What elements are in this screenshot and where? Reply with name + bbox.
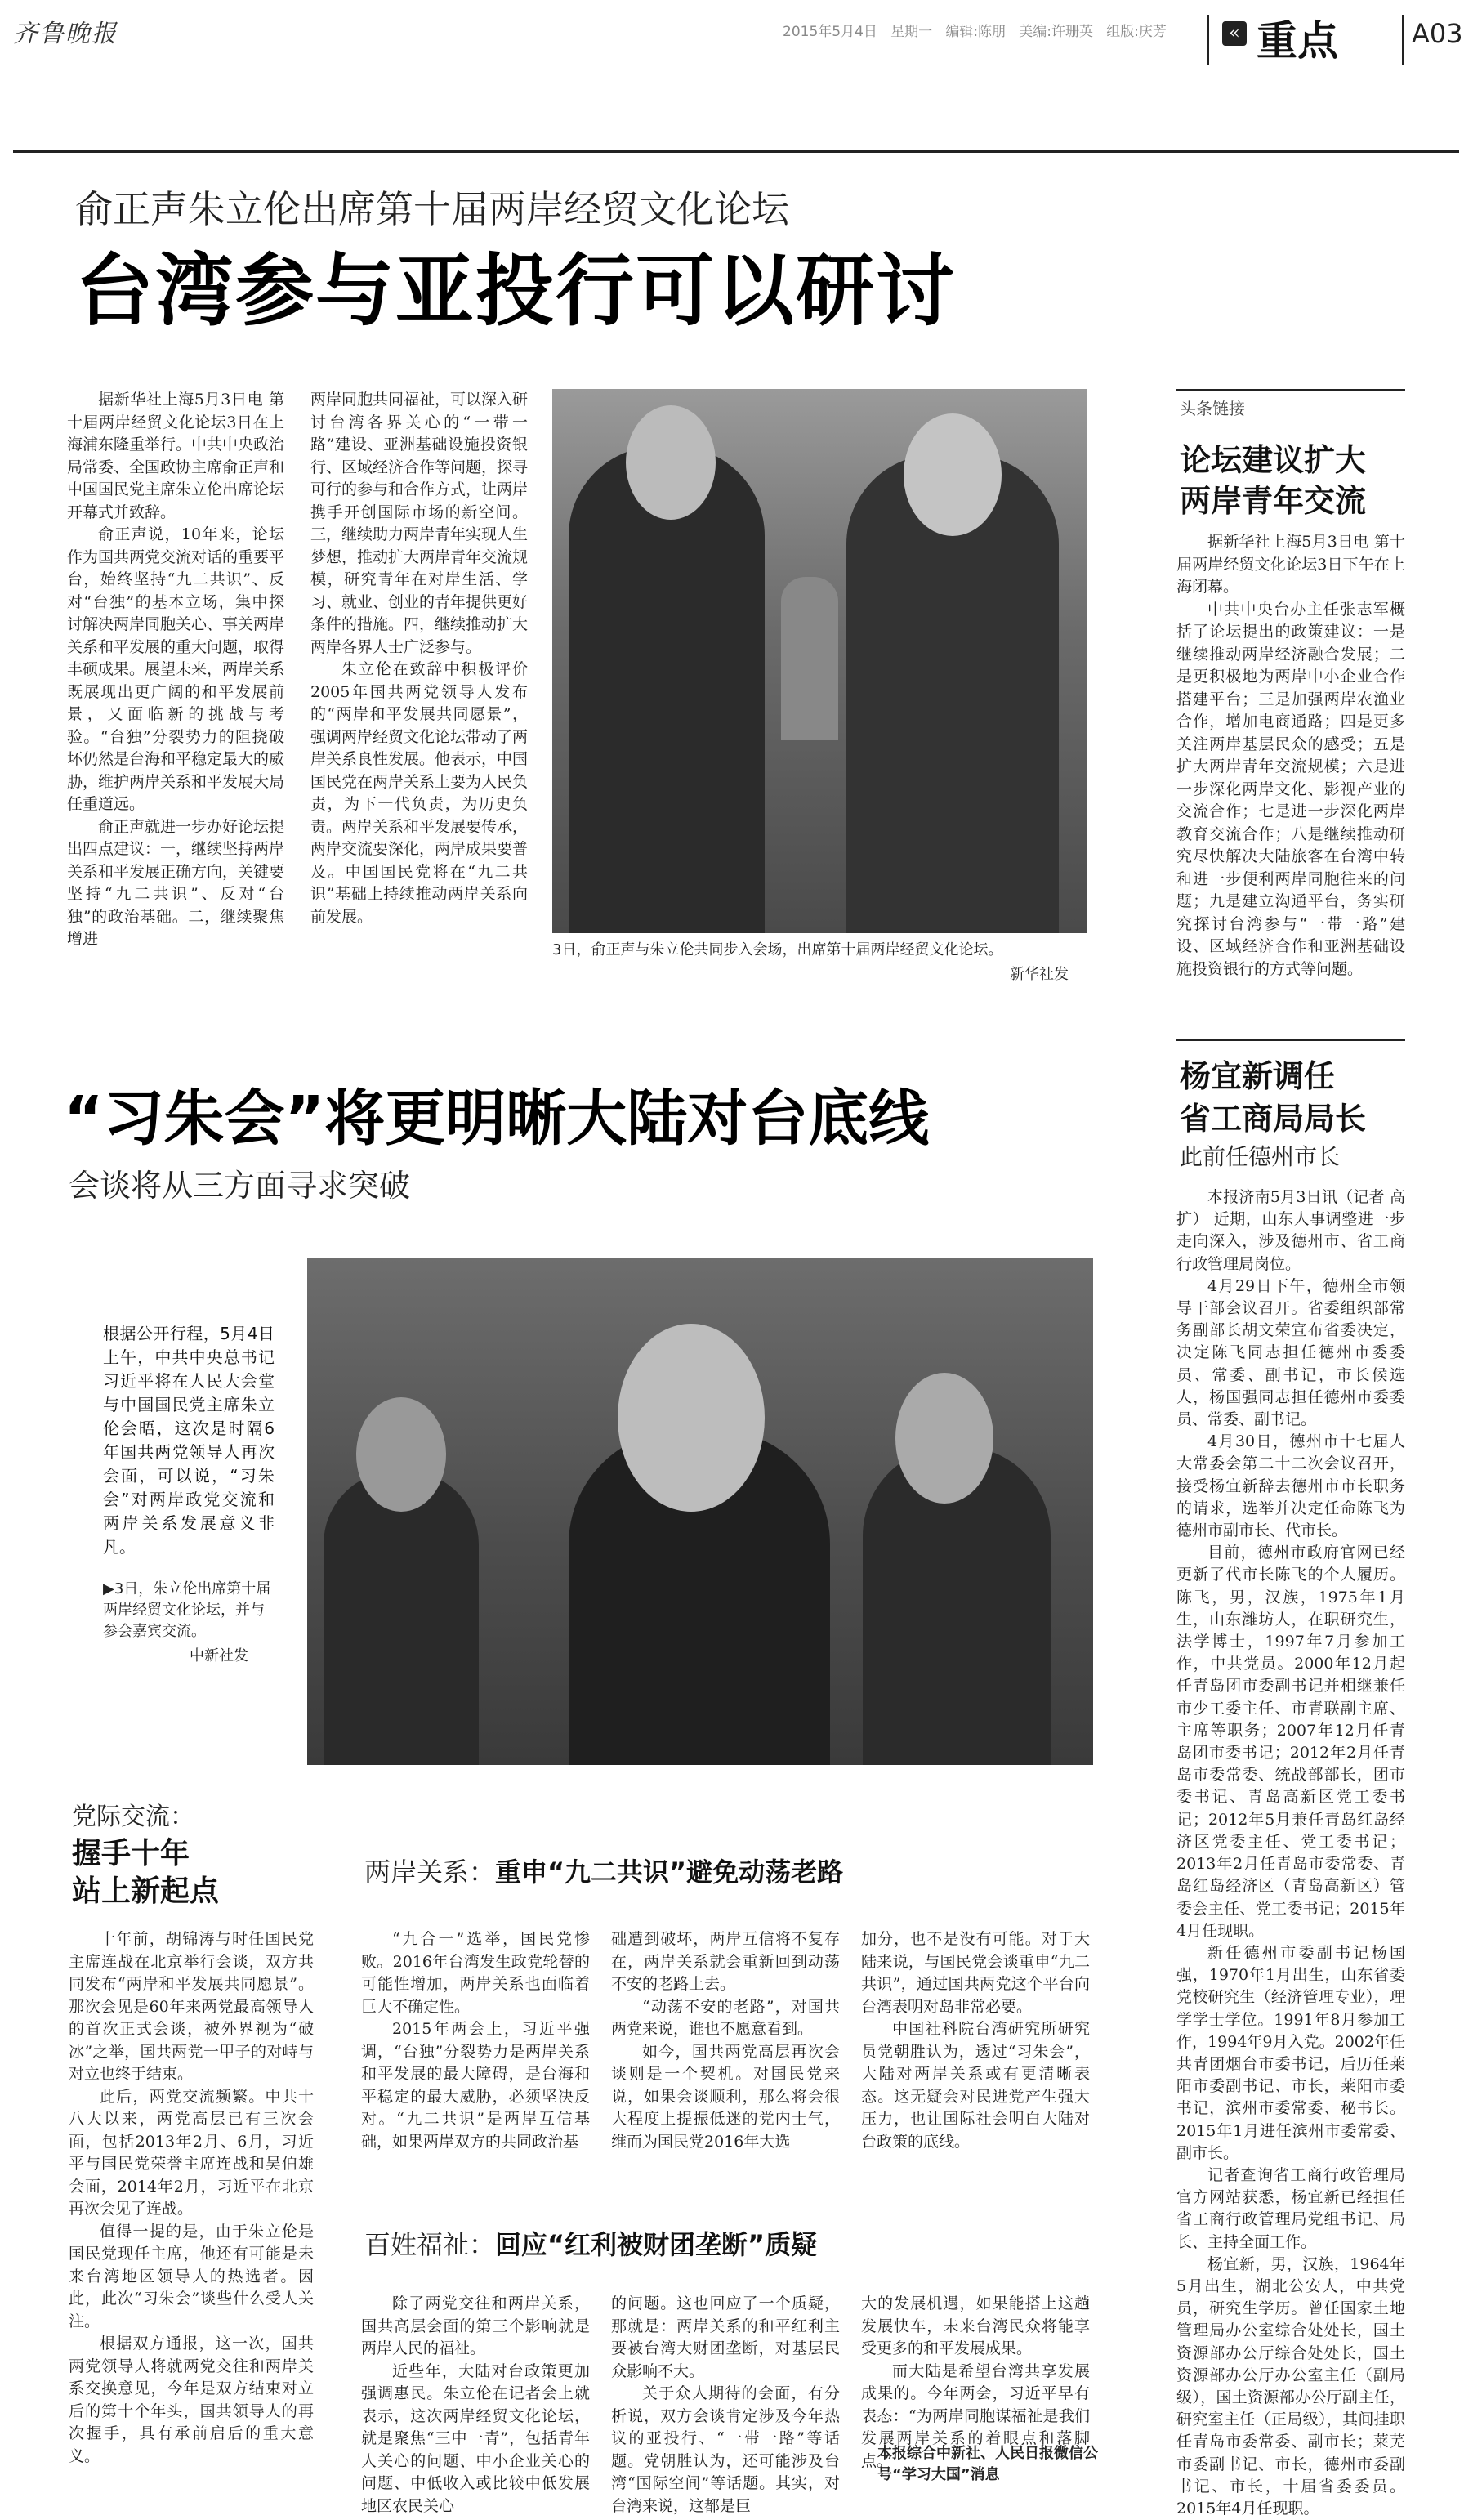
lead-paragraph: 俞正声说，10年来，论坛作为国共两党交流对话的重要平台，始终坚持“九二共识”、反对“台独”的基本立场，集中探讨解决两岸同胞关心、事关两岸关系和平发展的重大问题，取得丰硕成果。展望未来，两岸关系既展现出更广阔的和平发展前景，又面临新的挑战与考验。“台独”分裂势力的阻挠破坏仍然是台海和平稳定最大的威胁，维护两岸关系和平发展大局任重道远。 [67, 525, 285, 813]
section2-paragraph: 关于众人期待的会面，有分析说，双方会谈肯定涉及今年热议的亚投行、“一带一路”等话题。党朝胜认为，还可能涉及台湾“国际空间”等话题。其实，对台湾来说，这都是巨 [611, 2384, 840, 2515]
lead-kicker: 俞正声朱立伦出席第十届两岸经贸文化论坛 [75, 187, 789, 231]
section2-tag: 百姓福祉： [364, 2229, 496, 2260]
sidebar-bottom-paragraph: 4月29日下午，德州全市领导干部会议召开。省委组织部常务副部长胡文荣宣布省委决定，决定陈飞同志担任德州市委委员、常委、副书记，市长候选人，杨国强同志担任德州市委委员、常委、副书记。 [1176, 1276, 1405, 1429]
story2-subhead: 会谈将从三方面寻求突破 [69, 1168, 411, 1204]
sidebar-top-headline-2: 两岸青年交流 [1180, 483, 1367, 519]
section2-column-1 [361, 2293, 590, 2515]
lead-paragraph: 据新华社上海5月3日电 第十届两岸经贸文化论坛3日在上海浦东隆重举行。中共中央政治局常委、全国政协主席俞正声和中国国民党主席朱立伦出席论坛开幕式并致辞。 [67, 391, 285, 521]
party-title-1: 握手十年 [72, 1837, 190, 1870]
lead-headline: 台湾参与亚投行可以研讨 [75, 245, 956, 337]
section1-column-3 [861, 1928, 1090, 2195]
story2-intro: 根据公开行程，5月4日上午，中共中央总书记习近平将在人民大会堂与中国国民党主席朱立伦会晤，这次是时隔6年国共两党领导人再次会面，可以说，“习朱会”对两岸政党交流和两岸关系发展意义非凡。 [103, 1324, 275, 1557]
sidebar-top-paragraph: 中共中央台办主任张志军概括了论坛提出的政策建议：一是继续推动两岸经济融合发展；二是更积极地为两岸中小企业合作搭建平台；三是加强两岸农渔业合作，增加电商通路；四是更多关注两岸基层民众的感受；五是扩大两岸青年交流规模；六是进一步深化两岸文化、影视产业的交流合作；七是进一步深化两岸教育交流合作；八是继续推动研究尽快解决大陆旅客在台湾中转和进一步便利两岸同胞往来的问题；九是建立沟通平台，务实研究探讨台湾参与“一带一路”建设、区域经济合作和亚洲基础设施投资银行的方式等问题。 [1176, 600, 1405, 978]
lead-paragraph: 朱立伦在致辞中积极评价2005年国共两党领导人发布的“两岸和平发展共同愿景”，强调两岸经贸文化论坛带动了两岸关系良性发展。他表示，中国国民党在两岸关系上要为人民负责，为下一代负责，为历史负责。两岸关系和平发展要传承，两岸交流要深化，两岸成果要普及。中国国民党将在“九二共识”基础上持续推动两岸关系向前发展。 [310, 660, 529, 926]
section1-paragraph: 如今，国共两党高层再次会谈则是一个契机。对国民党来说，如果会谈顺利，那么将会很大程度上提振低迷的党内士气，维而为国民党2016年大选 [611, 2042, 840, 2151]
sidebar-bottom-paragraph: 4月30日，德州市十七届人大常委会第二十二次会议召开，接受杨宜新辞去德州市市长职务的请求，选举并决定任命陈飞为德州市副市长、代市长。 [1176, 1432, 1405, 1540]
party-paragraph: 值得一提的是，由于朱立伦是国民党现任主席，他还有可能是未来台湾地区领导人的热选者。因此，此次“习朱会”谈些什么受人关注。 [69, 2222, 314, 2330]
paper-name-logo: 齐鲁晚报 [13, 20, 118, 48]
party-kicker: 党际交流： [72, 1803, 194, 1831]
sidebar-bottom-headline-2: 省工商局局长 [1180, 1101, 1367, 1137]
section1-paragraph: 2015年两会上，习近平强调，“台独”分裂势力是两岸关系和平发展的最大障碍，是台海和平稳定的最大威胁，必须坚决反对。“九二共识”是两岸互信基础，如果两岸双方的共同政治基 [361, 2020, 590, 2151]
section-chevron-icon: « [1222, 21, 1247, 46]
section1-heading [364, 1852, 843, 1889]
lead-photo-caption: 3日，俞正声与朱立伦共同步入会场，出席第十届两岸经贸文化论坛。 [552, 941, 1003, 958]
lead-column-1 [67, 389, 284, 1010]
lead-column-2 [310, 389, 528, 1010]
section1-paragraph: “动荡不安的老路”，对国共两党来说，谁也不愿意看到。 [611, 1997, 840, 2038]
section2-paragraph: 而大陆是希望台湾共享发展成果的。今年两会，习近平早有表态：“为两岸同胞谋福祉是我们发展两岸关系的着眼点和落脚点。” [861, 2361, 1090, 2470]
sidebar-bottom-headline-1: 杨宜新调任 [1180, 1058, 1336, 1094]
sidebar-bottom-paragraph: 杨宜新，男，汉族，1964年5月出生，湖北公安人，中共党员，研究生学历。曾任国家土地管理局办公室综合处处长，国土资源部办公厅综合处处长，国土资源部办公厅办公室主任（副局级），国土资源部办公厅副主任，研究室主任（正局级），其间挂职任青岛市委常委、副市长；莱芜市委副书记、市长，德州市委副书记、市长，十届省委委员。2015年4月任现职。 [1176, 2254, 1405, 2518]
party-paragraph: 十年前，胡锦涛与时任国民党主席连战在北京举行会谈，双方共同发布“两岸和平发展共同愿景”。那次会见是60年来两党最高领导人的首次正式会谈，被外界视为“破冰”之举，国共两党一甲子的对峙与对立也终于结束。 [69, 1930, 314, 2083]
sidebar-top-rule [1176, 389, 1405, 391]
story2-headline: “习朱会”将更明晰大陆对台底线 [64, 1084, 930, 1154]
lead-photo [552, 389, 1087, 933]
section1-column-1 [361, 1928, 590, 2195]
story2-photo [307, 1258, 1093, 1765]
section1-tag: 两岸关系： [364, 1856, 496, 1888]
story2-photo-caption: ▶3日，朱立伦出席第十届两岸经贸文化论坛，并与参会嘉宾交流。 [103, 1580, 271, 1640]
header-divider [1207, 15, 1209, 65]
party-title-2: 站上新起点 [72, 1874, 220, 1908]
section1-column-2 [611, 1928, 840, 2195]
story2-photo-credit: 中新社发 [190, 1647, 248, 1664]
section2-paragraph: 的问题。这也回应了一个质疑，那就是：两岸关系的和平红利主要被台湾大财团垄断，对基层民众影响不大。 [611, 2294, 840, 2380]
section1-paragraph: 中国社科院台湾研究所研究员党朝胜认为，透过“习朱会”，大陆对两岸关系或有更清晰表态。这无疑会对民进党产生强大压力，也让国际社会明白大陆对台政策的底线。 [861, 2020, 1090, 2151]
section-title: 重点 [1257, 17, 1338, 65]
section2-heading [364, 2224, 817, 2262]
sidebar-bottom-rule [1176, 1039, 1405, 1041]
section1-paragraph: 础遭到破坏，两岸互信将不复存在，两岸关系就会重新回到动荡不安的老路上去。 [611, 1930, 840, 1993]
sidebar-top-body [1176, 531, 1405, 1025]
sidebar-bottom-paragraph: 目前，德州市政府官网已经更新了代市长陈飞的个人履历。陈飞，男，汉族，1975年1月生，山东潍坊人，在职研究生，法学博士，1997年7月参加工作，中共党员。2000年12月起任青岛团市委副书记并相继兼任市少工委主任、市青联副主席、主席等职务；2007年12月任青岛团市委书记；2012年2月任青岛市委常委、统战部部长，团市委书记、青岛高新区党工委书记；2012年5月兼任青岛红岛经济区党委主任、党工委书记；2013年2月任青岛市委常委、青岛红岛经济区（青岛高新区）管委会主任、党工委书记；2015年4月任现职。 [1176, 1544, 1405, 1940]
sidebar-label: 头条链接 [1180, 399, 1245, 418]
header-divider-2 [1402, 15, 1404, 65]
section2-title: 回应“红利被财团垄断”质疑 [495, 2229, 818, 2260]
lead-photo-credit: 新华社发 [1010, 966, 1069, 983]
sidebar-top-paragraph: 据新华社上海5月3日电 第十届两岸经贸文化论坛3日下午在上海闭幕。 [1176, 533, 1405, 596]
section2-paragraph: 近些年，大陆对台政策更加强调惠民。朱立伦在记者会上就表示，这次两岸经贸文化论坛，就是聚焦“三中一青”，包括青年人关心的问题、中小企业关心的问题、中低收入或比较中低发展地区农民关心 [361, 2361, 590, 2515]
sidebar-bottom-sub: 此前任德州市长 [1180, 1143, 1341, 1170]
section1-paragraph: 加分，也不是没有可能。对于大陆来说，与国民党会谈重申“九二共识”，通过国共两党这个平台向台湾表明对岛非常必要。 [861, 1930, 1090, 2016]
header-rule [13, 150, 1459, 153]
party-paragraph: 此后，两党交流频繁。中共十八大以来，两党高层已有三次会面，包括2013年2月、6月，习近平与国民党荣誉主席连战和吴伯雄会面，2014年2月，习近平在北京再次会见了连战。 [69, 2087, 314, 2218]
sidebar-bottom-paragraph: 本报济南5月3日讯（记者 高扩） 近期，山东人事调整进一步走向深入，涉及德州市、省工商行政管理局岗位。 [1176, 1188, 1405, 1273]
sidebar-top-headline-1: 论坛建议扩大 [1180, 442, 1367, 478]
section2-paragraph: 大的发展机遇，如果能搭上这趟发展快车，未来台湾民众将能享受更多的和平发展成果。 [861, 2294, 1090, 2357]
section2-column-2 [611, 2293, 840, 2515]
sidebar-bottom-paragraph: 新任德州市委副书记杨国强，1970年1月出生，山东省委党校研究生（经济管理专业），理学学士学位。1991年8月参加工作，1994年9月入党。2002年任共青团烟台市委书记，后历任莱阳市委副书记、市长，莱阳市委书记，滨州市委常委、秘书长。2015年1月进任滨州市委常委、副市长。 [1176, 1943, 1405, 2162]
story2-source: 本报综合中新社、人民日报微信公号“学习大国”消息 [877, 2445, 1098, 2483]
section1-paragraph: “九合一”选举，国民党惨败。2016年台湾发生政党轮替的可能性增加，两岸关系也面临着巨大不确定性。 [361, 1930, 590, 2016]
sidebar-bottom-paragraph: 记者查询省工商行政管理局官方网站获悉，杨宜新已经担任省工商行政管理局党组书记、局长、主持全面工作。 [1176, 2165, 1405, 2251]
sidebar-bottom-body [1176, 1186, 1405, 2518]
party-body [69, 1928, 314, 2465]
section1-title: 重申“九二共识”避免动荡老路 [495, 1856, 844, 1888]
section2-paragraph: 除了两党交往和两岸关系，国共高层会面的第三个影响就是两岸人民的福祉。 [361, 2294, 590, 2357]
page-number: A03 [1412, 18, 1463, 49]
lead-paragraph: 俞正声就进一步办好论坛提出四点建议：一，继续坚持两岸关系和平发展正确方向，关键要坚持“九二共识”、反对“台独”的政治基础。二，继续聚焦增进 [67, 817, 285, 948]
date-line: 2015年5月4日 星期一 编辑:陈朋 美编:许珊英 组版:庆芳 [783, 24, 1167, 40]
lead-paragraph: 两岸同胞共同福祉，可以深入研讨台湾各界关心的“一带一路”建设、亚洲基础设施投资银行、区域经济合作等问题，探寻可行的参与和合作方式，让两岸携手开创国际市场的新空间。三，继续助力两岸青年实现人生梦想，推动扩大两岸青年交流规模，研究青年在对岸生活、学习、就业、创业的青年提供更好条件的措施。四，继续推动扩大两岸各界人士广泛参与。 [310, 391, 529, 656]
party-paragraph: 根据双方通报，这一次，国共两党领导人将就两党交往和两岸关系交换意见，今年是双方结束对立后的第十个年头，国共领导人的再次握手，具有承前启后的重大意义。 [69, 2335, 314, 2465]
